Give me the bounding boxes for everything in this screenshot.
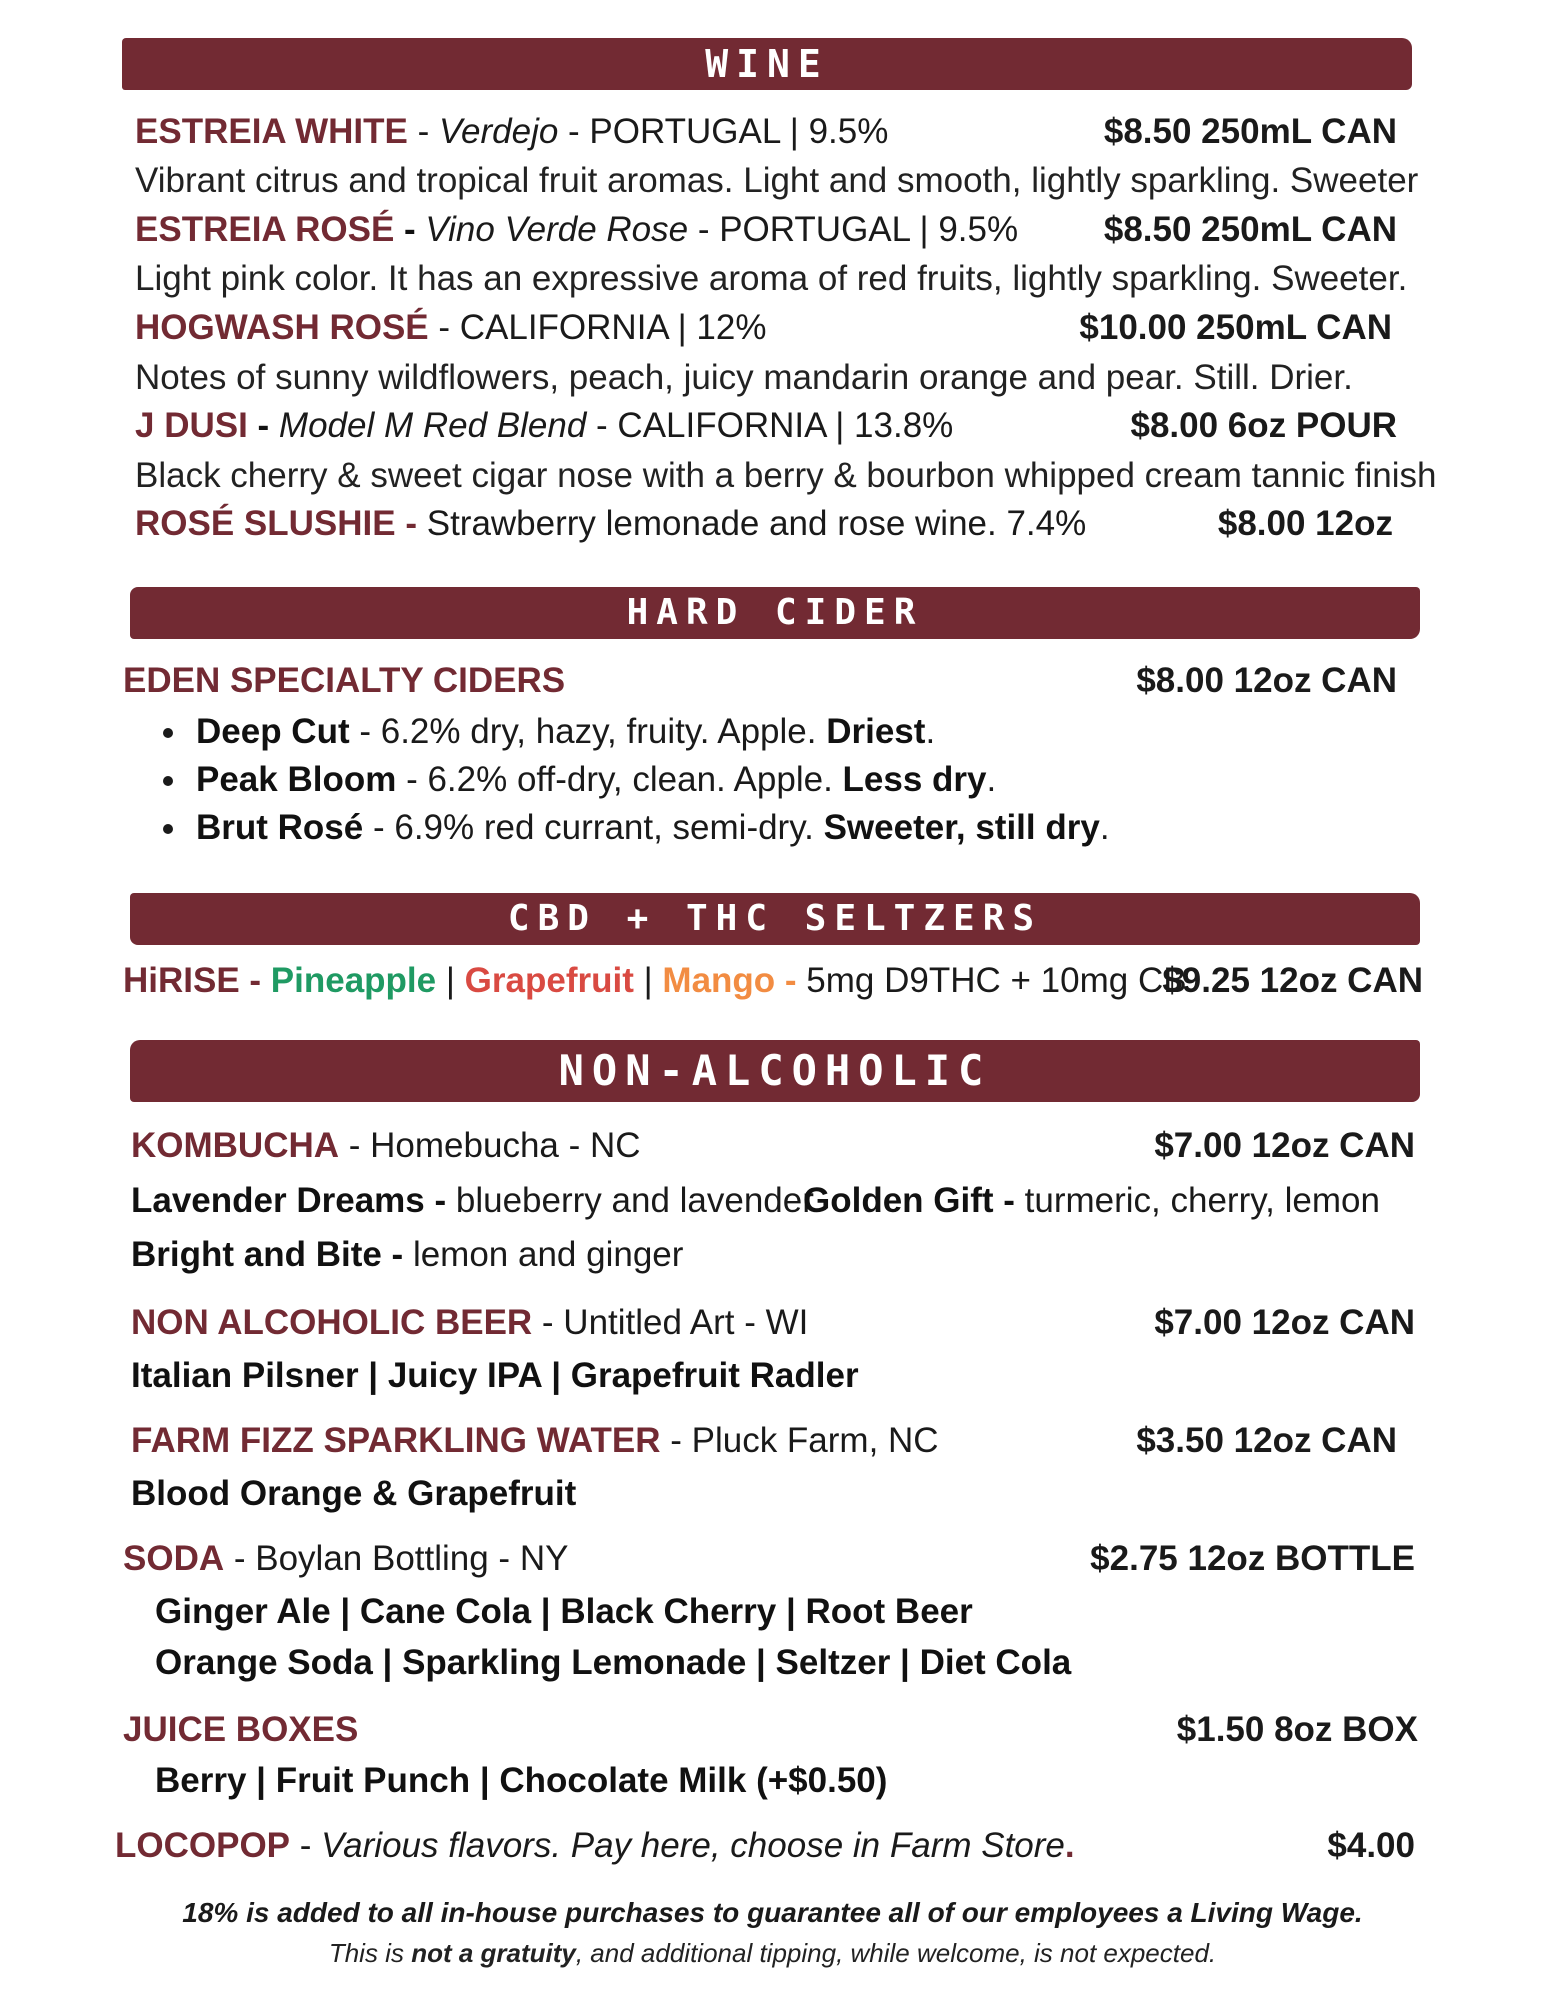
sparkling-water-flavors: Blood Orange & Grapefruit bbox=[131, 1474, 577, 1513]
list-item: • Deep Cut - 6.2% dry, hazy, fruity. Apple. Driest. bbox=[190, 708, 1110, 756]
sparkling-water-title: FARM FIZZ SPARKLING WATER - Pluck Farm, NC bbox=[131, 1421, 939, 1460]
locopop-price: $4.00 bbox=[1327, 1826, 1415, 1865]
soda-title: SODA - Boylan Bottling - NY bbox=[123, 1539, 569, 1578]
kombucha-flavors-row-2: Bright and Bite - lemon and ginger bbox=[131, 1235, 684, 1274]
list-item: • Brut Rosé - 6.9% red currant, semi-dry. Sweeter, still dry. bbox=[190, 804, 1110, 852]
wine-item-price: $8.00 12oz bbox=[1217, 504, 1393, 543]
na-beer-title: NON ALCOHOLIC BEER - Untitled Art - WI bbox=[131, 1303, 809, 1342]
wine-item-title: ESTREIA WHITE - Verdejo - PORTUGAL | 9.5% bbox=[135, 112, 889, 151]
kombucha-flavors-row-1b: Golden Gift - turmeric, cherry, lemon bbox=[803, 1181, 1380, 1220]
wine-item-title: ESTREIA ROSÉ - Vino Verde Rose - PORTUGAL | 9.5% bbox=[135, 210, 1019, 249]
wine-item-price: $10.00 250mL CAN bbox=[1079, 308, 1392, 347]
cider-heading: HARD CIDER bbox=[626, 592, 924, 633]
cider-price: $8.00 12oz CAN bbox=[1136, 661, 1397, 700]
juice-boxes-title: JUICE BOXES bbox=[123, 1710, 359, 1749]
kombucha-price: $7.00 12oz CAN bbox=[1154, 1126, 1415, 1165]
wine-item-description: Vibrant citrus and tropical fruit aromas. Light and smooth, lightly sparkling. Sweeter bbox=[135, 161, 1419, 200]
list-item: • Peak Bloom - 6.2% off-dry, clean. Apple. Less dry. bbox=[190, 756, 1110, 804]
sparkling-water-price: $3.50 12oz CAN bbox=[1136, 1421, 1397, 1460]
seltzers-banner bbox=[130, 893, 1420, 945]
soda-flavors-row-1: Ginger Ale | Cane Cola | Black Cherry | Root Beer bbox=[155, 1592, 973, 1631]
seltzers-heading: CBD + THC SELTZERS bbox=[507, 898, 1043, 939]
non-alcoholic-heading: NON-ALCOHOLIC bbox=[558, 1046, 992, 1095]
cider-name: EDEN SPECIALTY CIDERS bbox=[123, 661, 566, 700]
juice-boxes-flavors: Berry | Fruit Punch | Chocolate Milk (+$0.50) bbox=[155, 1761, 888, 1800]
wine-heading: WINE bbox=[705, 42, 829, 86]
wine-item-title: HOGWASH ROSÉ - CALIFORNIA | 12% bbox=[135, 308, 767, 347]
wine-item-price: $8.00 6oz POUR bbox=[1130, 406, 1397, 445]
seltzer-row: HiRISE - Pineapple | Grapefruit | Mango - 5mg D9THC + 10mg CB bbox=[123, 961, 1187, 1000]
wine-item-title: ROSÉ SLUSHIE - Strawberry lemonade and rose wine. 7.4% bbox=[135, 504, 1087, 543]
seltzer-price: $9.25 12oz CAN bbox=[1162, 961, 1423, 1000]
cider-list bbox=[127, 708, 1110, 852]
locopop-row: LOCOPOP - Various flavors. Pay here, choose in Farm Store. bbox=[115, 1826, 1075, 1865]
juice-boxes-price: $1.50 8oz BOX bbox=[1176, 1710, 1418, 1749]
soda-flavors-row-2: Orange Soda | Sparkling Lemonade | Seltzer | Diet Cola bbox=[155, 1643, 1072, 1682]
soda-price: $2.75 12oz BOTTLE bbox=[1090, 1539, 1415, 1578]
wine-item-price: $8.50 250mL CAN bbox=[1103, 210, 1397, 249]
wine-item-price: $8.50 250mL CAN bbox=[1103, 112, 1397, 151]
gratuity-notice: This is not a gratuity, and additional tipping, while welcome, is not expected. bbox=[328, 1938, 1217, 1968]
na-beer-price: $7.00 12oz CAN bbox=[1154, 1303, 1415, 1342]
living-wage-notice: 18% is added to all in-house purchases to guarantee all of our employees a Living Wage. bbox=[182, 1897, 1363, 1928]
kombucha-title: KOMBUCHA - Homebucha - NC bbox=[131, 1126, 641, 1165]
cider-banner bbox=[130, 587, 1420, 639]
non-alcoholic-banner bbox=[130, 1040, 1420, 1102]
wine-item-description: Black cherry & sweet cigar nose with a berry & bourbon whipped cream tannic finish bbox=[135, 456, 1437, 495]
wine-item-description: Light pink color. It has an expressive aroma of red fruits, lightly sparkling. Sweeter. bbox=[135, 259, 1408, 298]
na-beer-flavors: Italian Pilsner | Juicy IPA | Grapefruit Radler bbox=[131, 1356, 859, 1395]
kombucha-flavors-row-1: Lavender Dreams - blueberry and lavender bbox=[131, 1181, 814, 1220]
wine-item-description: Notes of sunny wildflowers, peach, juicy mandarin orange and pear. Still. Drier. bbox=[135, 358, 1353, 397]
wine-item-title: J DUSI - Model M Red Blend - CALIFORNIA | 13.8% bbox=[135, 406, 954, 445]
wine-banner bbox=[122, 38, 1412, 90]
